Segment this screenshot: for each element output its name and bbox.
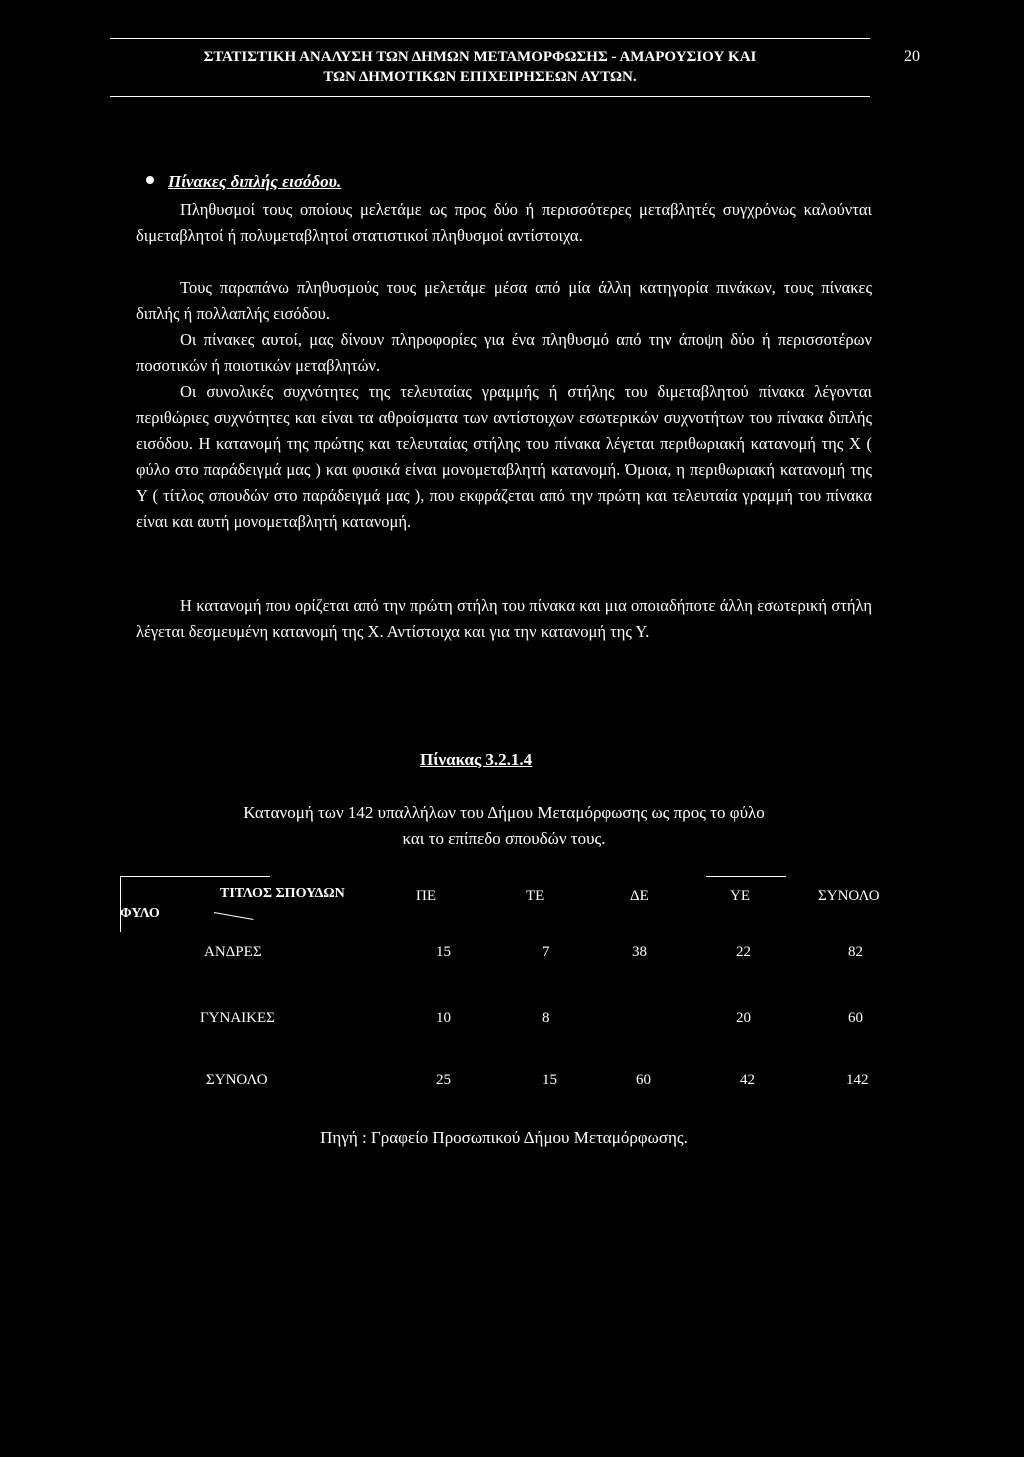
table-caption-line2: και το επίπεδο σπουδών τους. [402,829,606,848]
cell-r2-c4: 20 [736,1010,751,1026]
cell-r3-c2: 15 [542,1072,557,1088]
column-header-4: ΥΕ [730,888,750,904]
header-rule-top [110,38,870,39]
table-caption-line1: Κατανομή των 142 υπαλλήλων του Δήμου Μεταμόρφωσης ως προς το φύλο [243,803,765,822]
paragraph-5 [136,593,872,645]
paragraph-1 [136,197,872,249]
paragraph-2-text: Τους παραπάνω πληθυσμούς τους μελετάμε μέσα από μία άλλη κατηγορία πινάκων, τους πίνακες διπλής ή πολλαπλής εισόδου. [136,278,872,323]
header-title-line1: ΣΤΑΤΙΣΤΙΚΗ ΑΝΑΛΥΣΗ ΤΩΝ ΔΗΜΩΝ ΜΕΤΑΜΟΡΦΩΣΗΣ - ΑΜΑΡΟΥΣΙΟΥ ΚΑΙ [203,49,757,65]
cell-r1-c2: 7 [542,944,550,960]
cell-r2-c1: 10 [436,1010,451,1026]
cell-r2-c5: 60 [848,1010,863,1026]
bullet-icon [146,176,154,184]
paragraph-4 [136,379,872,535]
row-label-1: ΑΝΔΡΕΣ [204,944,262,960]
table-top-border-left [120,876,270,877]
column-header-2: ΤΕ [526,888,545,904]
header-title-line2: ΤΩΝ ΔΗΜΟΤΙΚΩΝ ΕΠΙΧΕΙΡΗΣΕΩΝ ΑΥΤΩΝ. [323,69,637,85]
table-left-border [120,876,121,932]
cell-r1-c4: 22 [736,944,751,960]
paragraph-3 [136,327,872,379]
table-corner-column-label: ΤΙΤΛΟΣ ΣΠΟΥΔΩΝ [220,886,345,901]
data-table [116,872,880,1102]
table-caption [136,800,872,852]
table-corner-diagonal [214,912,254,920]
column-header-1: ΠΕ [416,888,436,904]
section-heading: Πίνακες διπλής εισόδου. [168,172,342,191]
cell-r1-c1: 15 [436,944,451,960]
column-header-3: ΔΕ [630,888,649,904]
cell-r3-c3: 60 [636,1072,651,1088]
cell-r3-c1: 25 [436,1072,451,1088]
table-top-border-right [706,876,786,877]
paragraph-2 [136,275,872,327]
cell-r1-c3: 38 [632,944,647,960]
row-label-3: ΣΥΝΟΛΟ [206,1072,268,1088]
table-source: Πηγή : Γραφείο Προσωπικού Δήμου Μεταμόρφωσης. [320,1128,688,1147]
page-number: 20 [904,48,920,65]
cell-r2-c2: 8 [542,1010,550,1026]
page-header [130,47,830,87]
paragraph-3-text: Οι πίνακες αυτοί, μας δίνουν πληροφορίες για ένα πληθυσμό από την άποψη δύο ή περισσοτέρων ποσοτικών ή ποιοτικών μεταβλητών. [136,330,872,375]
paragraph-1-text: Πληθυσμοί τους οποίους μελετάμε ως προς δύο ή περισσότερες μεταβλητές συγχρόνως καλούνται διμεταβλητοί ή πολυμεταβλητοί στατιστικοί πληθυσμοί αντίστοιχα. [136,200,872,245]
table-corner-row-label: ΦΥΛΟ [120,906,160,921]
cell-r3-c4: 42 [740,1072,755,1088]
paragraph-4-text: Οι συνολικές συχνότητες της τελευταίας γραμμής ή στήλης του διμεταβλητού πίνακα λέγονται περιθώριες συχνότητες και είναι τα αθροίσματα των αντίστοιχων εσωτερικών συχνοτήτων του πίνακα διπλής εισόδου. Η κατανομή της πρώτης και τελευταίας στήλης του πίνακα λέγεται περιθωριακή κατανομή της Χ ( φύλο στο παράδειγμά μας ) και φυσικά είναι μονομεταβλητή κατανομή. Όμοια, η περιθωριακή κατανομή της Υ ( τίτλος σπουδών στο παράδειγμά μας ), που εκφράζεται από την πρώτη και τελευταία γραμμή του πίνακα είναι και αυτή μονομεταβλητή κατανομή. [136,382,872,531]
row-label-2: ΓΥΝΑΙΚΕΣ [200,1010,275,1026]
paragraph-5-text: Η κατανομή που ορίζεται από την πρώτη στήλη του πίνακα και μια οποιαδήποτε άλλη εσωτερική στήλη λέγεται δεσμευμένη κατανομή της Χ. Αντίστοιχα και για την κατανομή της Υ. [136,596,872,641]
table-title: Πίνακας 3.2.1.4 [420,750,533,769]
header-rule-bottom [110,96,870,97]
cell-r3-c5: 142 [846,1072,869,1088]
column-header-5: ΣΥΝΟΛΟ [818,888,880,904]
cell-r1-c5: 82 [848,944,863,960]
